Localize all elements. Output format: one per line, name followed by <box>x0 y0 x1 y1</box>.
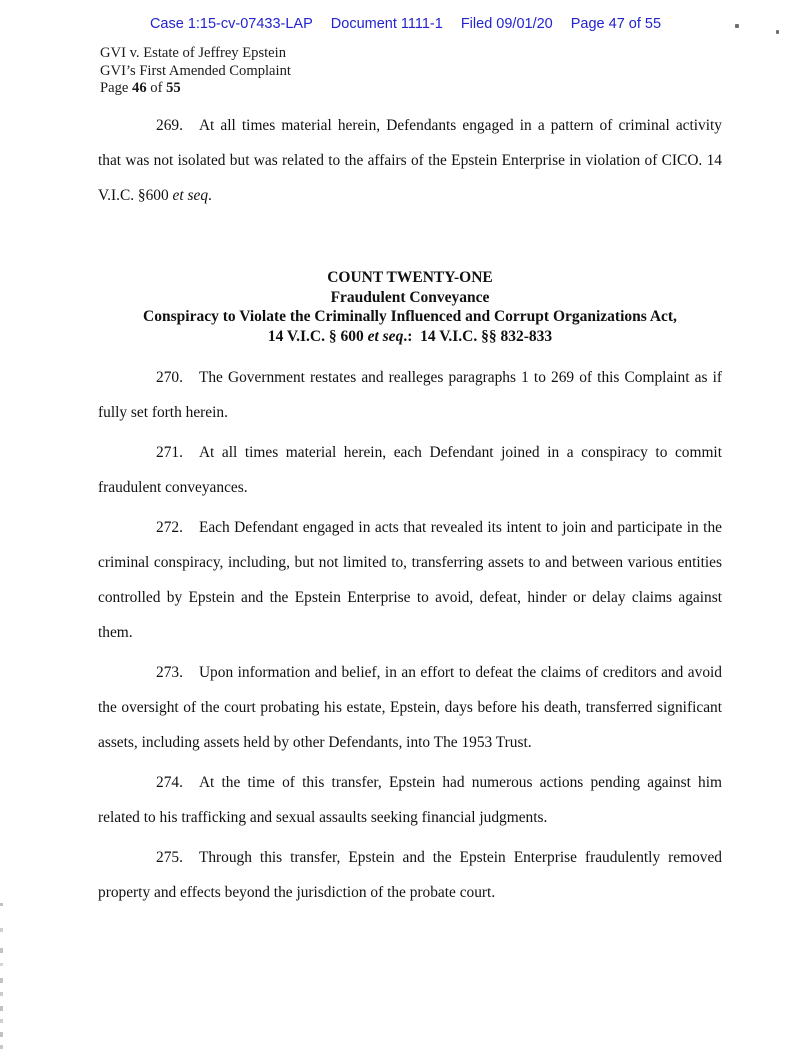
count-heading <box>98 268 722 346</box>
latin-phrase: et seq <box>367 327 404 345</box>
stamp-document-number: Document 1111-1 <box>330 16 443 32</box>
paragraph-271: 271. At all times material herein, each Defendant joined in a conspiracy to commit fraudulent conveyances. <box>98 444 722 496</box>
stamp-filed-date: Filed 09/01/20 <box>460 16 553 32</box>
scan-artifact <box>0 1032 3 1037</box>
latin-phrase: et seq <box>172 187 209 204</box>
caption-case-title: GVI v. Estate of Jeffrey Epstein <box>100 45 287 61</box>
count-subtitle: Fraudulent Conveyance <box>330 288 490 306</box>
stamp-page-number: Page 47 of 55 <box>570 16 662 32</box>
caption-document-title: GVI’s First Amended Complaint <box>100 62 291 79</box>
scan-artifact <box>0 1019 3 1023</box>
paragraph-275: 275. Through this transfer, Epstein and the Epstein Enterprise fraudulently removed property and effects beyond the jurisdiction of the probate court. <box>98 849 722 901</box>
ecf-header-stamp <box>0 16 811 32</box>
paragraph-number: 269. <box>156 117 183 134</box>
scan-artifact <box>0 963 3 966</box>
paragraph-274: 274. At the time of this transfer, Epstein had numerous actions pending against him related to his trafficking and sexual assaults seeking financial judgments. <box>98 774 722 826</box>
caption-page-number: 46 <box>132 80 147 96</box>
scan-speck <box>776 30 779 34</box>
count-statute-line: 14 V.I.C. § 600 et seq.: 14 V.I.C. §§ 832-833 <box>267 327 553 345</box>
scan-artifact <box>0 1006 3 1011</box>
scan-artifact <box>0 1045 3 1049</box>
paragraph-number: 273. <box>156 664 183 681</box>
scan-artifact <box>0 948 3 953</box>
paragraph-number: 270. <box>156 369 183 386</box>
scan-artifact <box>0 978 3 983</box>
count-description: Conspiracy to Violate the Criminally Influenced and Corrupt Organizations Act, <box>143 308 677 325</box>
paragraph-273: 273. Upon information and belief, in an effort to defeat the claims of creditors and avoid the oversight of the court probating his estate, Epstein, days before his death, transferred significant assets, including assets held by other Defendants, into The 1953 Trust. <box>98 664 722 751</box>
paragraph-number: 274. <box>156 774 183 791</box>
scan-speck <box>735 24 739 28</box>
paragraph-270: 270. The Government restates and realleges paragraphs 1 to 269 of this Complaint as if fully set forth herein. <box>98 369 722 421</box>
paragraph-number: 275. <box>156 849 183 866</box>
paragraph-number: 272. <box>156 519 183 536</box>
scan-artifact <box>0 903 3 906</box>
stamp-case-number: Case 1:15-cv-07433-LAP <box>149 16 313 32</box>
paragraph-272: 272. Each Defendant engaged in acts that revealed its intent to join and participate in the criminal conspiracy, including, but not limited to, transferring assets to and between various entities controlled by Epstein and the Epstein Enterprise to avoid, defeat, hinder or delay claims against them. <box>98 519 722 641</box>
count-title: COUNT TWENTY-ONE <box>327 269 493 286</box>
paragraph-number: 271. <box>156 444 183 461</box>
document-body <box>98 108 722 910</box>
paragraph-269: 269. At all times material herein, Defendants engaged in a pattern of criminal activity that was not isolated but was related to the affairs of the Epstein Enterprise in violation of CICO. 14 V.I.C. §600 et seq. <box>98 117 722 204</box>
caption-page-line: Page 46 of 55 <box>100 80 181 96</box>
case-caption <box>100 45 291 98</box>
caption-page-total: 55 <box>166 80 181 96</box>
scan-artifact <box>0 992 3 996</box>
scan-artifact <box>0 928 3 932</box>
